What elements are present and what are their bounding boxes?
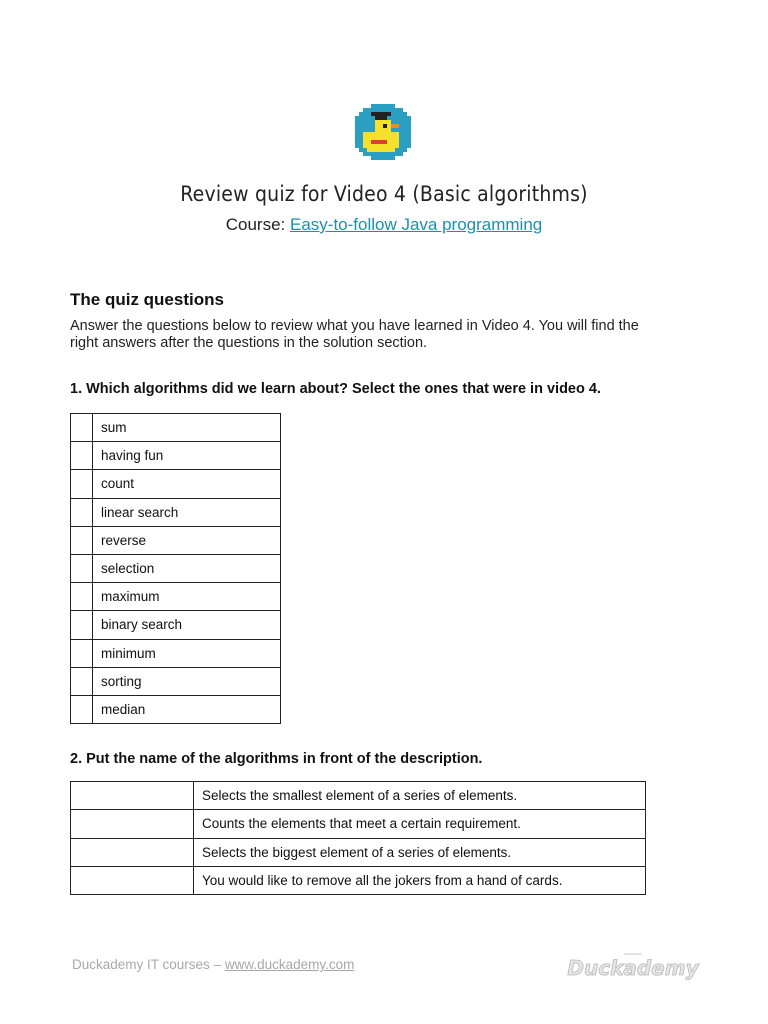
answer-checkbox[interactable] xyxy=(71,639,93,667)
course-link[interactable]: Easy-to-follow Java programming xyxy=(289,215,543,234)
duck-logo-icon xyxy=(355,104,411,160)
intro-paragraph: Answer the questions below to review what you have learned in Video 4. You will find the right answers after the questions in the solution section. xyxy=(70,318,639,351)
answer-input-cell[interactable] xyxy=(71,866,194,894)
option-label: median xyxy=(93,695,281,723)
table-row xyxy=(71,838,646,866)
answer-checkbox[interactable] xyxy=(71,554,93,582)
table-row xyxy=(71,611,281,639)
footer xyxy=(72,957,354,972)
answer-input-cell[interactable] xyxy=(71,782,194,810)
table-row xyxy=(71,695,281,723)
answer-checkbox[interactable] xyxy=(71,611,93,639)
table-row xyxy=(71,470,281,498)
option-label: sorting xyxy=(93,667,281,695)
table-row xyxy=(71,810,646,838)
table-row xyxy=(71,498,281,526)
description-cell: Selects the smallest element of a series of elements. xyxy=(194,782,646,810)
table-row xyxy=(71,554,281,582)
answer-checkbox[interactable] xyxy=(71,526,93,554)
question-2: 2. Put the name of the algorithms in front of the description. xyxy=(70,751,483,767)
answer-checkbox[interactable] xyxy=(71,414,93,442)
table-row xyxy=(71,414,281,442)
table-row xyxy=(71,526,281,554)
footer-link[interactable]: www.duckademy.com xyxy=(224,957,355,972)
table-row xyxy=(71,667,281,695)
answer-checkbox[interactable] xyxy=(71,695,93,723)
watermark-text: Duckademy xyxy=(567,956,699,980)
table-row xyxy=(71,866,646,894)
description-cell: Selects the biggest element of a series of elements. xyxy=(194,838,646,866)
option-label: count xyxy=(93,470,281,498)
course-line xyxy=(0,215,768,235)
table-row xyxy=(71,639,281,667)
page-title: Review quiz for Video 4 (Basic algorithms) xyxy=(180,182,588,206)
option-label: reverse xyxy=(93,526,281,554)
answer-checkbox[interactable] xyxy=(71,498,93,526)
course-prefix: Course: xyxy=(225,215,290,234)
answer-input-cell[interactable] xyxy=(71,810,194,838)
option-label: minimum xyxy=(93,639,281,667)
answer-checkbox[interactable] xyxy=(71,470,93,498)
footer-text: Duckademy IT courses – xyxy=(72,957,225,972)
description-cell: You would like to remove all the jokers from a hand of cards. xyxy=(194,866,646,894)
question-1-options-table xyxy=(70,413,281,724)
option-label: selection xyxy=(93,554,281,582)
answer-checkbox[interactable] xyxy=(71,583,93,611)
option-label: sum xyxy=(93,414,281,442)
table-row xyxy=(71,583,281,611)
table-row xyxy=(71,442,281,470)
description-cell: Counts the elements that meet a certain requirement. xyxy=(194,810,646,838)
answer-checkbox[interactable] xyxy=(71,442,93,470)
question-2-table xyxy=(70,781,646,895)
duckademy-watermark-logo xyxy=(567,949,699,983)
section-heading: The quiz questions xyxy=(70,290,224,309)
option-label: linear search xyxy=(93,498,281,526)
answer-input-cell[interactable] xyxy=(71,838,194,866)
table-row xyxy=(71,782,646,810)
question-1: 1. Which algorithms did we learn about? Select the ones that were in video 4. xyxy=(70,381,601,397)
answer-checkbox[interactable] xyxy=(71,667,93,695)
option-label: binary search xyxy=(93,611,281,639)
option-label: having fun xyxy=(93,442,281,470)
option-label: maximum xyxy=(93,583,281,611)
